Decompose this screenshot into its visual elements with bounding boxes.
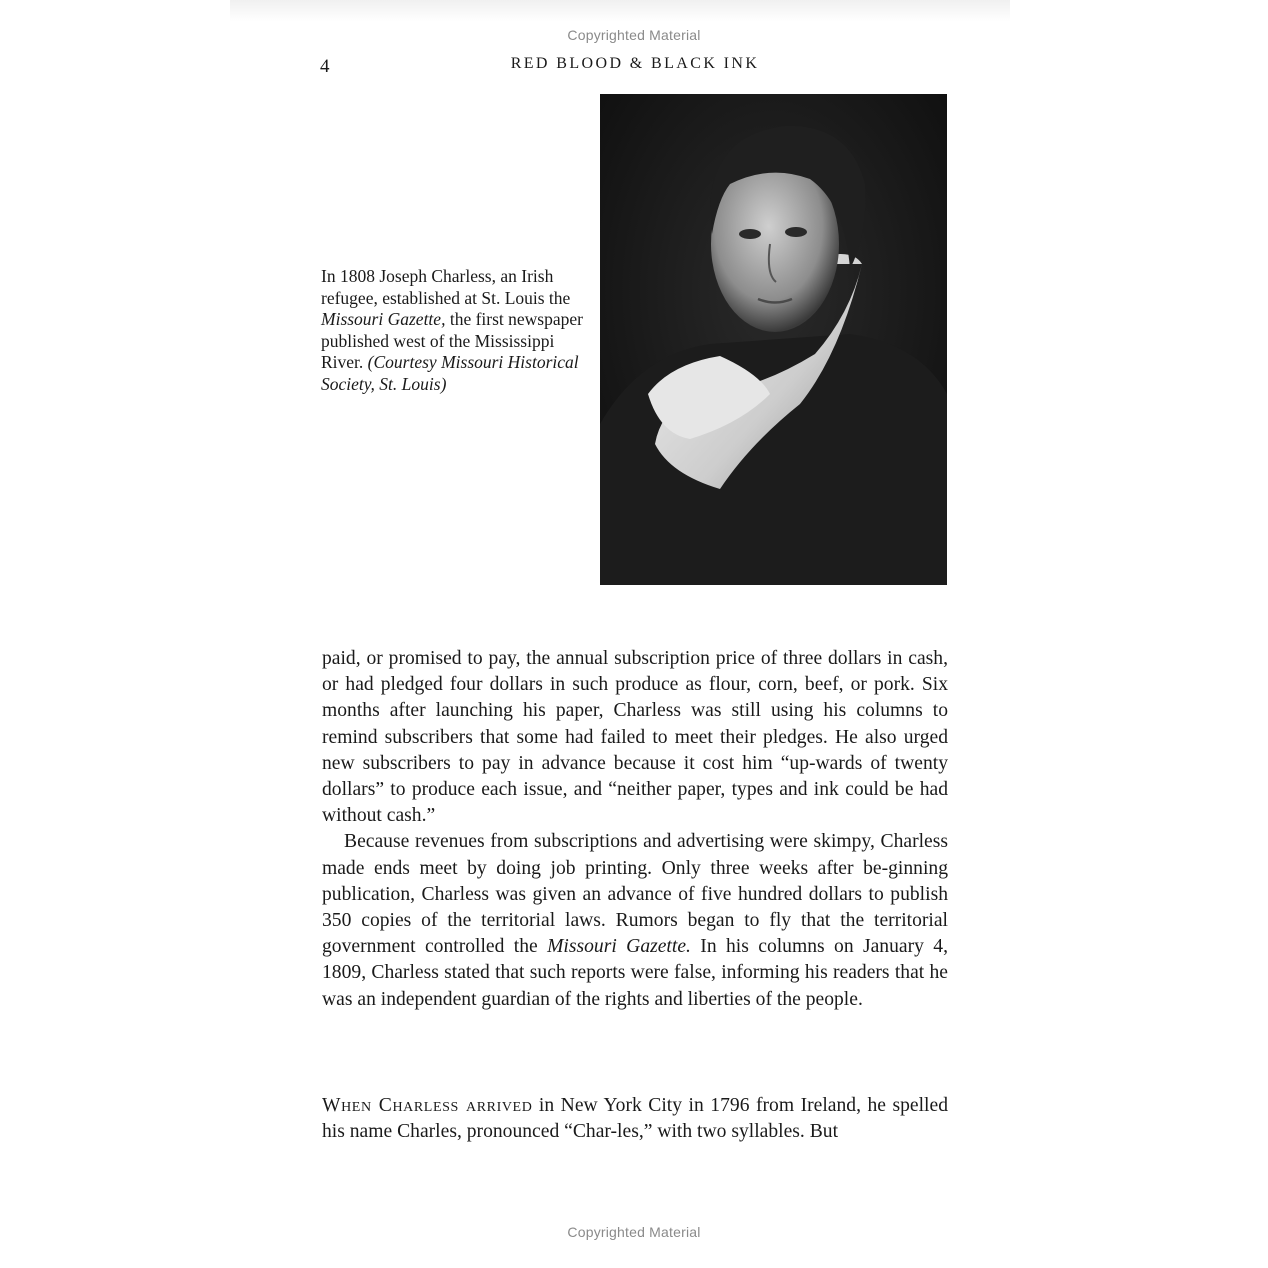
copyright-watermark-top: Copyrighted Material [567,27,701,43]
portrait-image [600,94,947,585]
body-paragraph [322,829,948,1012]
copyright-watermark-bottom: Copyrighted Material [567,1224,701,1240]
figure-caption [321,266,586,395]
newspaper-title: Missouri Gazette. [547,936,691,958]
paragraph-text-continued: In his columns on January 4, 1809, Charless stated that such reports were false, informing his readers that he was an independent guardian of the rights and liberties of the people. [322,936,948,1010]
paragraph-text: Because revenues from subscriptions and advertising were skimpy, Charless made ends meet by doing job printing. Only three weeks after be-ginning publication, Charless was given an advance of five hundred dollars to publish 350 copies of the territorial laws. Rumors began to fly that the territorial government controlled the [322,831,948,958]
body-text-block [322,646,948,1013]
page-number: 4 [320,56,330,77]
section-opening-paragraph [322,1093,948,1145]
paragraph-text: in New York City in 1796 from Ireland, he spelled his name Charles, pronounced “Char-les,” with two syllables. But [322,1095,948,1143]
caption-text-continued: the first newspaper published west of the Mississippi River. [321,309,583,372]
caption-newspaper-title: Missouri Gazette, [321,309,446,329]
body-paragraph: paid, or promised to pay, the annual subscription price of three dollars in cash, or had pledged four dollars in such produce as flour, corn, beef, or pork. Six months after launching his paper, Charless was still using his columns to remind subscribers that some had failed to meet their pledges. He also urged new subscribers to pay in advance because it cost him “up-wards of twenty dollars” to produce each issue, and “neither paper, types and ink could be had without cash.” [322,648,948,827]
running-head: RED BLOOD & BLACK INK [510,55,760,72]
caption-credit: (Courtesy Missouri Historical Society, St. Louis) [321,352,579,394]
scan-edge-shadow [230,0,1010,22]
body-text-block-section [322,1093,948,1145]
section-lead-in: When Charless arrived [322,1095,533,1116]
portrait-illustration [600,94,947,585]
caption-text: In 1808 Joseph Charless, an Irish refugee, established at St. Louis the [321,266,571,308]
